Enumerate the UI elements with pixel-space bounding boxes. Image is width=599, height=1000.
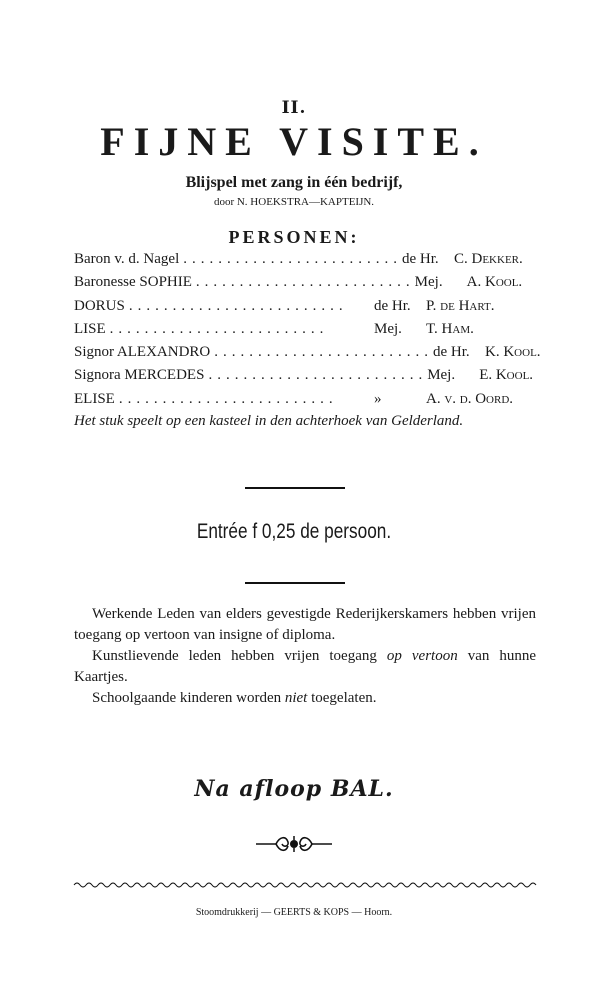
cast-honorific: de Hr. <box>402 251 439 267</box>
cast-actor: A. Kool. <box>466 274 523 291</box>
cast-honorific: » <box>374 390 382 407</box>
cast-row <box>74 251 540 274</box>
fleuron-ornament-icon <box>254 832 334 856</box>
cast-row <box>74 298 540 321</box>
cast-actor: T. Ham. <box>426 320 474 337</box>
cast-role: Signor ALEXANDRO <box>74 344 211 361</box>
notes-text: van hunne Kaartjes. <box>74 648 537 685</box>
notes-paragraph: Werkende Leden van elders gevestigde Rederijkerskamers hebben vrijen toegang op vertoon van insigne of diploma. <box>74 606 536 643</box>
cast-actor: C. Dekker. <box>454 251 523 267</box>
admission-price: Entrée f 0,25 de persoon. <box>196 520 392 543</box>
author-prefix: door <box>213 196 235 208</box>
setting-note: Het stuk speelt op een kasteel in den achterhoek van Gelderland. <box>74 413 464 429</box>
cast-heading: PERSONEN: <box>228 227 360 247</box>
cast-role: LISE <box>74 320 106 337</box>
play-subtitle: Blijspel met zang in één bedrijf, <box>185 174 403 191</box>
cast-actor: K. Kool. <box>485 344 541 361</box>
leader-dots: ......................... <box>208 367 428 384</box>
cast-role: Baronesse SOPHIE <box>74 274 192 291</box>
leader-dots: ......................... <box>214 344 434 361</box>
notes-emphasis: niet <box>284 690 308 706</box>
cast-honorific: Mej. <box>427 367 456 384</box>
cast-row <box>74 367 540 390</box>
cast-honorific: Mej. <box>374 320 402 337</box>
cast-role: ELISE <box>74 390 115 407</box>
wavy-divider <box>74 880 536 890</box>
printer-imprint: Stoomdrukkerij — GEERTS & KOPS — Hoorn. <box>195 907 393 918</box>
cast-list <box>74 251 540 414</box>
leader-dots: ......................... <box>183 251 402 267</box>
notes-text: Kunstlievende leden hebben vrijen toegang <box>92 648 377 664</box>
leader-dots: ......................... <box>109 320 329 337</box>
notes-emphasis: op vertoon <box>386 648 458 664</box>
cast-role: DORUS <box>74 297 125 314</box>
admission-notes <box>74 604 536 709</box>
leader-dots: ......................... <box>195 274 415 291</box>
section-divider <box>245 582 345 584</box>
play-title: FIJNE VISITE. <box>100 119 488 164</box>
cast-actor: E. Kool. <box>479 367 534 384</box>
cast-actor: P. de Hart. <box>426 297 495 314</box>
act-number: II. <box>281 98 307 118</box>
cast-actor: A. v. d. Oord. <box>426 390 514 407</box>
cast-role: Baron v. d. Nagel <box>74 251 180 267</box>
closing-announcement: Na afloop BAL. <box>194 776 394 802</box>
cast-row <box>74 321 540 344</box>
author-name: N. HOEKSTRA—KAPTEIJN. <box>236 196 375 208</box>
cast-honorific: de Hr. <box>433 344 470 361</box>
notes-paragraph <box>74 646 536 688</box>
section-divider <box>245 487 345 489</box>
cast-honorific: Mej. <box>414 274 443 291</box>
play-author <box>0 196 588 208</box>
cast-row <box>74 274 540 297</box>
leader-dots: ......................... <box>128 297 348 314</box>
leader-dots: ......................... <box>118 390 338 407</box>
cast-row <box>74 344 540 367</box>
cast-role: Signora MERCEDES <box>74 367 205 384</box>
notes-text: Schoolgaande kinderen worden <box>92 690 282 706</box>
notes-text: toegelaten. <box>311 690 377 706</box>
notes-paragraph <box>74 688 536 709</box>
cast-honorific: de Hr. <box>374 297 411 314</box>
